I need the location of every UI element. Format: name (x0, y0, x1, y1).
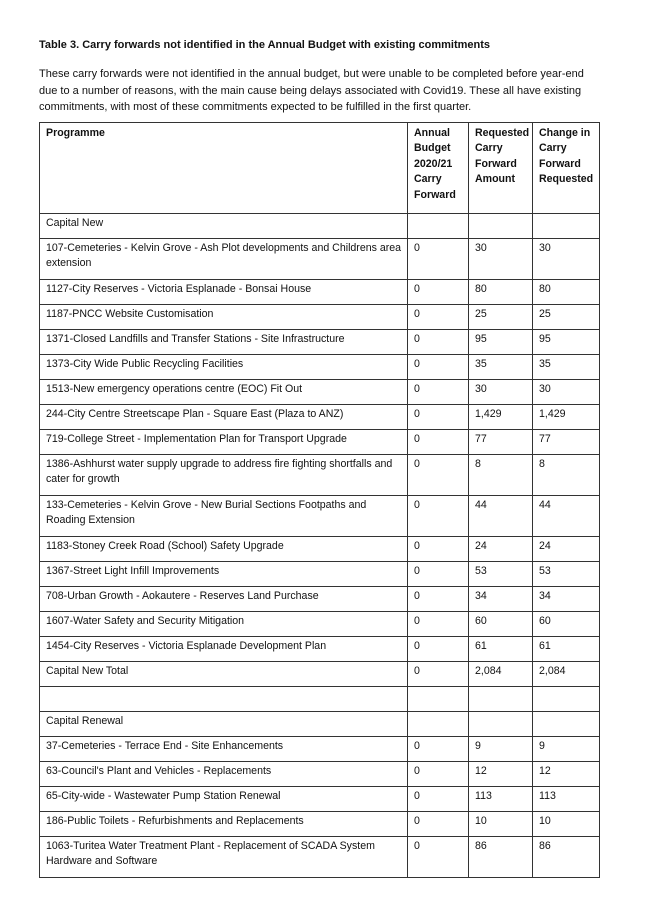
table-row (40, 354, 600, 379)
table-row (40, 304, 600, 329)
table-row (40, 429, 600, 454)
programme-cell: 65-City-wide - Wastewater Pump Station Renewal (40, 786, 408, 811)
programme-cell: 1187-PNCC Website Customisation (40, 304, 408, 329)
change-requested-cell: 12 (533, 761, 600, 786)
programme-cell: 1367-Street Light Infill Improvements (40, 561, 408, 586)
annual-budget-cell: 0 (408, 238, 469, 279)
table-row (40, 611, 600, 636)
table-row (40, 329, 600, 354)
change-requested-cell: 10 (533, 811, 600, 836)
requested-amount-cell: 24 (469, 536, 533, 561)
programme-cell: 1607-Water Safety and Security Mitigation (40, 611, 408, 636)
empty-cell (533, 711, 600, 736)
change-requested-cell: 9 (533, 736, 600, 761)
empty-cell (40, 686, 408, 711)
annual-budget-cell: 0 (408, 429, 469, 454)
column-header-programme: Programme (40, 122, 408, 213)
annual-budget-cell: 0 (408, 761, 469, 786)
requested-amount-cell: 44 (469, 495, 533, 536)
annual-budget-cell: 0 (408, 536, 469, 561)
empty-cell (469, 711, 533, 736)
requested-amount-cell: 25 (469, 304, 533, 329)
programme-cell: 1183-Stoney Creek Road (School) Safety Upgrade (40, 536, 408, 561)
requested-amount-cell: 60 (469, 611, 533, 636)
change-requested-cell: 25 (533, 304, 600, 329)
annual-budget-cell: 0 (408, 561, 469, 586)
requested-amount-cell: 113 (469, 786, 533, 811)
table-row (40, 736, 600, 761)
annual-budget-cell: 0 (408, 454, 469, 495)
annual-budget-cell: 0 (408, 811, 469, 836)
table-row (40, 636, 600, 661)
change-requested-cell: 60 (533, 611, 600, 636)
table-row (40, 495, 600, 536)
programme-cell: 719-College Street - Implementation Plan for Transport Upgrade (40, 429, 408, 454)
change-requested-cell: 86 (533, 836, 600, 877)
table-row (40, 279, 600, 304)
requested-amount-cell: 53 (469, 561, 533, 586)
table-row (40, 238, 600, 279)
requested-amount-cell: 8 (469, 454, 533, 495)
table-row (40, 586, 600, 611)
programme-cell: 1371-Closed Landfills and Transfer Stations - Site Infrastructure (40, 329, 408, 354)
requested-amount-cell: 61 (469, 636, 533, 661)
change-requested-cell: 61 (533, 636, 600, 661)
section-label: Capital New (40, 213, 408, 238)
table-row (40, 404, 600, 429)
programme-cell: 133-Cemeteries - Kelvin Grove - New Burial Sections Footpaths and Roading Extension (40, 495, 408, 536)
requested-amount-cell: 12 (469, 761, 533, 786)
programme-cell: 186-Public Toilets - Refurbishments and Replacements (40, 811, 408, 836)
annual-budget-cell: 0 (408, 304, 469, 329)
change-requested-cell: 2,084 (533, 661, 600, 686)
annual-budget-cell: 0 (408, 279, 469, 304)
change-requested-cell: 80 (533, 279, 600, 304)
table-row (40, 811, 600, 836)
total-row-capital-new (40, 661, 600, 686)
table-row (40, 786, 600, 811)
programme-cell: 1373-City Wide Public Recycling Facilities (40, 354, 408, 379)
change-requested-cell: 34 (533, 586, 600, 611)
table-header-row (40, 122, 600, 213)
table-heading: Table 3. Carry forwards not identified in the Annual Budget with existing commitments (39, 39, 491, 51)
change-requested-cell: 95 (533, 329, 600, 354)
spacer-row (40, 686, 600, 711)
requested-amount-cell: 9 (469, 736, 533, 761)
programme-cell: 1454-City Reserves - Victoria Esplanade Development Plan (40, 636, 408, 661)
requested-amount-cell: 10 (469, 811, 533, 836)
change-requested-cell: 77 (533, 429, 600, 454)
empty-cell (469, 213, 533, 238)
annual-budget-cell: 0 (408, 611, 469, 636)
requested-amount-cell: 2,084 (469, 661, 533, 686)
change-requested-cell: 113 (533, 786, 600, 811)
annual-budget-cell: 0 (408, 736, 469, 761)
requested-amount-cell: 86 (469, 836, 533, 877)
annual-budget-cell: 0 (408, 329, 469, 354)
programme-cell: 37-Cemeteries - Terrace End - Site Enhancements (40, 736, 408, 761)
change-requested-cell: 30 (533, 379, 600, 404)
programme-cell: 1386-Ashhurst water supply upgrade to address fire fighting shortfalls and cater for growth (40, 454, 408, 495)
programme-cell: 107-Cemeteries - Kelvin Grove - Ash Plot developments and Childrens area extension (40, 238, 408, 279)
section-label: Capital Renewal (40, 711, 408, 736)
change-requested-cell: 53 (533, 561, 600, 586)
annual-budget-cell: 0 (408, 636, 469, 661)
change-requested-cell: 8 (533, 454, 600, 495)
requested-amount-cell: 30 (469, 238, 533, 279)
programme-cell: 1063-Turitea Water Treatment Plant - Replacement of SCADA System Hardware and Software (40, 836, 408, 877)
requested-amount-cell: 35 (469, 354, 533, 379)
table-row (40, 454, 600, 495)
section-row-capital-renewal (40, 711, 600, 736)
annual-budget-cell: 0 (408, 379, 469, 404)
table-row (40, 561, 600, 586)
programme-cell: Capital New Total (40, 661, 408, 686)
change-requested-cell: 24 (533, 536, 600, 561)
requested-amount-cell: 30 (469, 379, 533, 404)
table-body (40, 213, 600, 877)
change-requested-cell: 44 (533, 495, 600, 536)
annual-budget-cell: 0 (408, 354, 469, 379)
table-row (40, 836, 600, 877)
section-row-capital-new (40, 213, 600, 238)
empty-cell (408, 711, 469, 736)
change-requested-cell: 1,429 (533, 404, 600, 429)
programme-cell: 1127-City Reserves - Victoria Esplanade - Bonsai House (40, 279, 408, 304)
annual-budget-cell: 0 (408, 786, 469, 811)
annual-budget-cell: 0 (408, 495, 469, 536)
empty-cell (469, 686, 533, 711)
annual-budget-cell: 0 (408, 661, 469, 686)
column-header-requested: Requested Carry Forward Amount (469, 122, 533, 213)
empty-cell (408, 686, 469, 711)
programme-cell: 708-Urban Growth - Aokautere - Reserves Land Purchase (40, 586, 408, 611)
column-header-change: Change in Carry Forward Requested (533, 122, 600, 213)
table-row (40, 536, 600, 561)
empty-cell (533, 686, 600, 711)
change-requested-cell: 30 (533, 238, 600, 279)
table-row (40, 761, 600, 786)
intro-paragraph: These carry forwards were not identified in the annual budget, but were unable to be completed before year-end due to a number of reasons, with the main cause being delays associated with Covid19. These all have existing commitments, with most of these commitments expected to be fulfilled in the first quarter. (39, 68, 584, 113)
requested-amount-cell: 95 (469, 329, 533, 354)
annual-budget-cell: 0 (408, 586, 469, 611)
document-page (39, 38, 599, 878)
change-requested-cell: 35 (533, 354, 600, 379)
table-row (40, 379, 600, 404)
empty-cell (408, 213, 469, 238)
carry-forwards-table (39, 122, 600, 878)
empty-cell (533, 213, 600, 238)
programme-cell: 1513-New emergency operations centre (EOC) Fit Out (40, 379, 408, 404)
programme-cell: 63-Council's Plant and Vehicles - Replacements (40, 761, 408, 786)
requested-amount-cell: 34 (469, 586, 533, 611)
column-header-annual-budget: Annual Budget 2020/21 Carry Forward (408, 122, 469, 213)
requested-amount-cell: 80 (469, 279, 533, 304)
annual-budget-cell: 0 (408, 836, 469, 877)
requested-amount-cell: 1,429 (469, 404, 533, 429)
programme-cell: 244-City Centre Streetscape Plan - Square East (Plaza to ANZ) (40, 404, 408, 429)
requested-amount-cell: 77 (469, 429, 533, 454)
annual-budget-cell: 0 (408, 404, 469, 429)
